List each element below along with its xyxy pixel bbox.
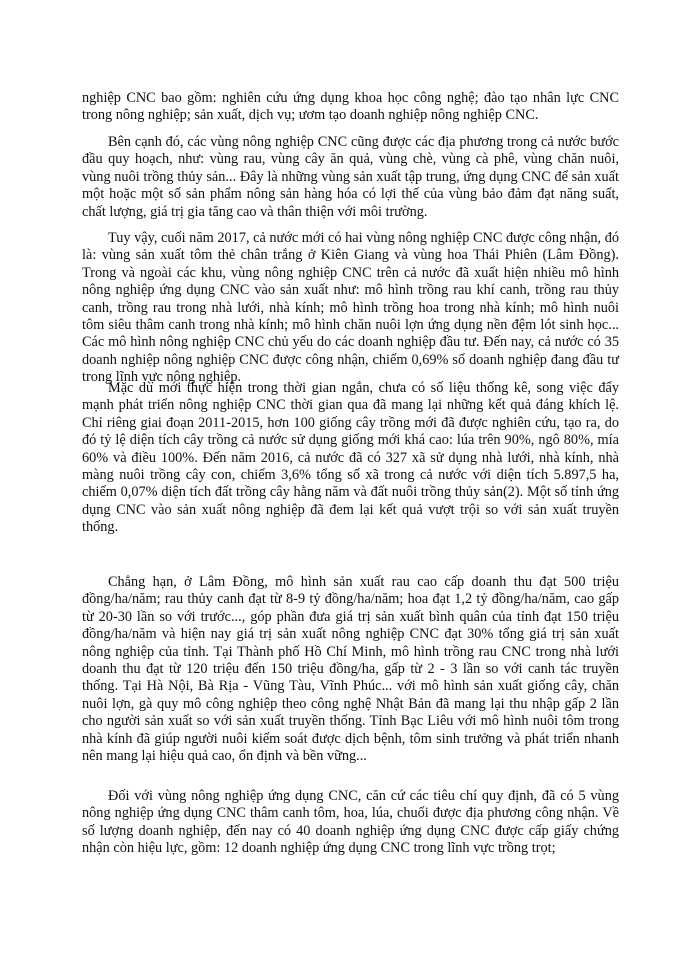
paragraph-cnc-activities: nghiệp CNC bao gồm: nghiên cứu ứng dụng khoa học công nghệ; đào tạo nhân lực CNC trong nông nghiệp; sản xuất, dịch vụ; ươm tạo doanh nghiệp nông nghiệp CNC. (82, 90, 619, 124)
paragraph-development-results: Mặc dù mới thực hiện trong thời gian ngắn, chưa có số liệu thống kê, song việc đẩy mạnh phát triển nông nghiệp CNC thời gian qua đã mang lại những kết quả đáng khích lệ. Chỉ riêng giai đoạn 2011-2015, hơn 100 giống cây trồng mới đã được nghiên cứu, tạo ra, do đó tỷ lệ diện tích cây trồng cả nước sử dụng giống mới khá cao: lúa trên 90%, ngô 80%, mía 60% và điều 100%. Đến năm 2016, cả nước đã có 327 xã sử dụng nhà lưới, nhà kính, nhà màng nuôi trồng cây con, chiếm 3,6% tổng số xã trong cả nước với diện tích 5.897,5 ha, chiếm 0,07% diện tích đất trồng cây hằng năm và đất nuôi trồng thủy sản(2). Một số tỉnh ứng dụng CNC vào sản xuất nông nghiệp đã đem lại kết quả vượt trội so với sản xuất truyền thống. (82, 380, 619, 536)
paragraph-recognized-zones-2017: Tuy vậy, cuối năm 2017, cả nước mới có hai vùng nông nghiệp CNC được công nhận, đó là: vùng sản xuất tôm thẻ chân trắng ở Kiên Giang và vùng hoa Thái Phiên (Lâm Đồng). Trong và ngoài các khu, vùng nông nghiệp CNC trên cả nước đã xuất hiện nhiều mô hình nông nghiệp ứng dụng CNC vào sản xuất như: mô hình trồng rau khí canh, trồng rau thủy canh, trồng rau trong nhà lưới, nhà kính; mô hình trồng hoa trong nhà kính; mô hình nuôi tôm siêu thâm canh trong nhà kính; mô hình chăn nuôi lợn ứng dụng nền đệm lót sinh học... Các mô hình nông nghiệp CNC chủ yếu do các doanh nghiệp đầu tư. Đến nay, cả nước có 35 doanh nghiệp nông nghiệp CNC được công nhận, chiếm 0,69% số doanh nghiệp đang đầu tư trong lĩnh vực nông nghiệp. (82, 230, 619, 386)
paragraph-provincial-examples: Chẳng hạn, ở Lâm Đồng, mô hình sản xuất rau cao cấp doanh thu đạt 500 triệu đồng/ha/năm; rau thủy canh đạt từ 8-9 tỷ đồng/ha/năm; hoa đạt 1,2 tỷ đồng/ha/năm, cao gấp từ 20-30 lần so với trước..., góp phần đưa giá trị sản xuất bình quân của tỉnh đạt 150 triệu đồng/ha/năm và hiện nay giá trị sản xuất nông nghiệp CNC đạt 30% tổng giá trị sản xuất nông nghiệp của tỉnh. Tại Thành phố Hồ Chí Minh, mô hình trồng rau CNC trong nhà lưới doanh thu đạt từ 120 triệu đến 150 triệu đồng/ha, gấp từ 2 - 3 lần so với canh tác truyền thống. Tại Hà Nội, Bà Rịa - Vũng Tàu, Vĩnh Phúc... với mô hình sản xuất giống cây, chăn nuôi lợn, gà quy mô công nghiệp theo công nghệ Nhật Bản đã mang lại thu nhập gấp 2 lần cho người sản xuất so với sản xuất truyền thống. Tỉnh Bạc Liêu với mô hình nuôi tôm trong nhà kính đã giúp người nuôi kiểm soát được dịch bệnh, tôm sinh trưởng và phát triển nhanh nên mang lại hiệu quả cao, ổn định và bền vững... (82, 574, 619, 765)
paragraph-cnc-zones-planning: Bên cạnh đó, các vùng nông nghiệp CNC cũng được các địa phương trong cả nước bước đầu quy hoạch, như: vùng rau, vùng cây ăn quả, vùng chè, vùng cà phê, vùng chăn nuôi, vùng nuôi trồng thủy sản... Đây là những vùng sản xuất tập trung, ứng dụng CNC để sản xuất một hoặc một số sản phẩm nông sản hàng hóa có lợi thế của vùng bảo đảm đạt năng suất, chất lượng, giá trị gia tăng cao và thân thiện với môi trường. (82, 134, 619, 220)
paragraph-cnc-enterprises: Đối với vùng nông nghiệp ứng dụng CNC, căn cứ các tiêu chí quy định, đã có 5 vùng nông nghiệp ứng dụng CNC thâm canh tôm, hoa, lúa, chuối được địa phương công nhận. Về số lượng doanh nghiệp, đến nay có 40 doanh nghiệp ứng dụng CNC được cấp giấy chứng nhận còn hiệu lực, gồm: 12 doanh nghiệp ứng dụng CNC trong lĩnh vực trồng trọt; (82, 788, 619, 857)
